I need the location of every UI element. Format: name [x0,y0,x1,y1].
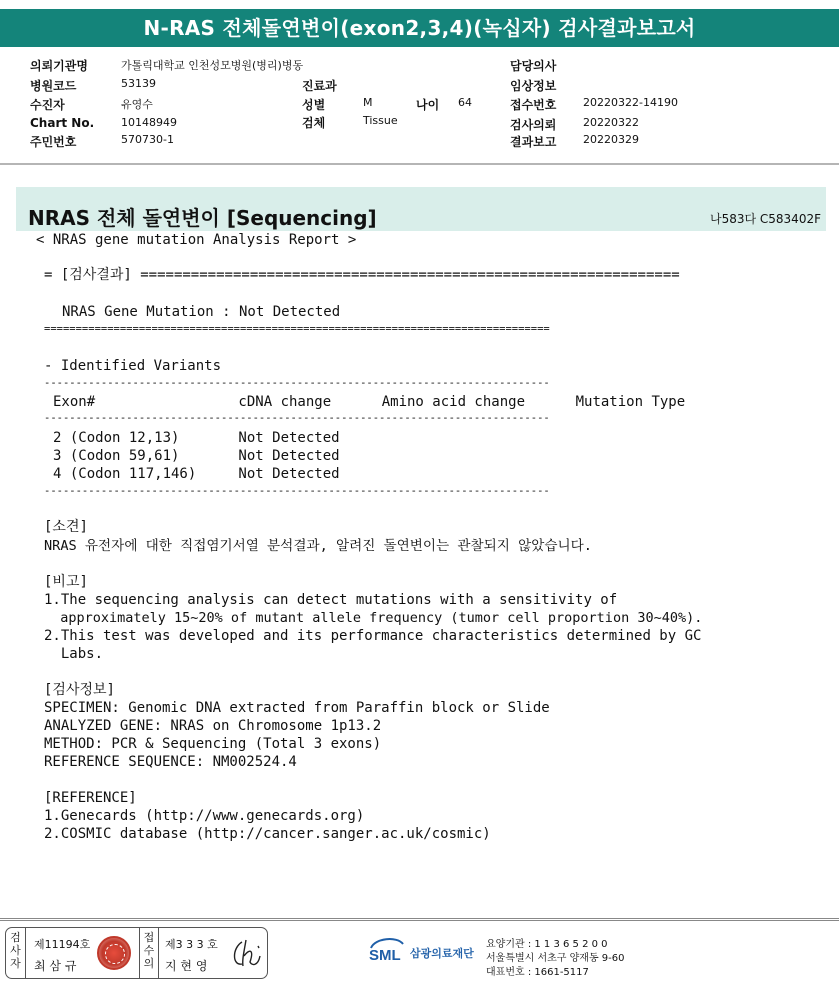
specimen-value: Tissue [363,114,398,127]
reference-heading: [REFERENCE] [44,790,137,806]
signature-icon [228,936,266,972]
hospital-code-value: 53139 [121,77,156,90]
resident-no-value: 570730-1 [121,133,174,146]
signature-box [5,927,268,979]
report-title: N-RAS 전체돌연변이(exon2,3,4)(녹십자) 검사결과보고서 [0,9,839,47]
note-line: 2.This test was developed and its performance characteristics determined by GC [44,628,702,644]
table-header-rule: -------------------------------------------------------------------------------- [44,412,550,424]
reference-line: 1.Genecards (http://www.genecards.org) [44,808,365,824]
report-date-value: 20220329 [583,133,639,146]
organization-name: 삼광의료재단 [410,947,474,960]
result-header-rule: = [검사결과] ================================================================ [44,267,680,283]
svg-text:SML: SML [369,947,401,964]
hospital-code-label: 병원코드 [30,79,77,93]
receipt-no-label: 접수번호 [510,98,557,112]
sex-value: M [363,96,373,109]
dept-label: 진료과 [302,79,337,93]
opinion-heading: [소견] [44,519,88,535]
institution-label: 의뢰기관명 [30,59,88,73]
age-value: 64 [458,96,472,109]
seal-stamp-icon [97,936,131,970]
receipt-no-value: 20220322-14190 [583,96,678,109]
test-code: 나583다 C583402F [710,212,821,226]
reviewer-name: 지 현 영 [165,959,208,973]
request-date-label: 검사의뢰 [510,118,557,132]
footer [0,918,839,988]
reviewer-license-no: 제3 3 3 호 [165,938,218,951]
sex-label: 성별 [302,98,326,112]
test-info-line: SPECIMEN: Genomic DNA extracted from Paraffin block or Slide [44,700,550,716]
examinee-label: 수진자 [30,98,65,112]
table-row: 2 (Codon 12,13) Not Detected [53,430,340,446]
resident-no-label: 주민번호 [30,135,77,149]
chart-no-value: 10148949 [121,116,177,129]
test-info-line: METHOD: PCR & Sequencing (Total 3 exons) [44,736,382,752]
chart-no-label: Chart No. [30,116,95,130]
notes-heading: [비고] [44,574,88,590]
double-rule: ================================================================================ [44,323,550,335]
inspector-label: 검사자 [6,928,26,979]
age-label: 나이 [416,98,440,112]
inspector-name: 최 삼 규 [34,959,77,973]
opinion-text: NRAS 유전자에 대한 직접염기서열 분석결과, 알려진 돌연변이는 관찰되지 않았습니다. [44,538,592,554]
reviewer-label: 접수의 [139,928,159,979]
test-info-line: ANALYZED GENE: NRAS on Chromosome 1p13.2 [44,718,382,734]
examinee-value: 유영수 [121,98,153,111]
table-row: 3 (Codon 59,61) Not Detected [53,448,340,464]
institution-value: 가톨릭대학교 인천성모병원(병리)병동 [121,59,304,72]
table-row: 4 (Codon 117,146) Not Detected [53,466,340,482]
phone-number: 대표번호 : 1661-5117 [486,967,589,978]
table-top-rule: -------------------------------------------------------------------------------- [44,377,550,389]
result-summary: NRAS Gene Mutation : Not Detected [62,304,341,320]
doctor-label: 담당의사 [510,59,557,73]
inspector-license-no: 제11194호 [34,938,91,951]
section-title: NRAS 전체 돌연변이 [Sequencing] [28,206,377,230]
address: 서울특별시 서초구 양재동 9-60 [486,953,625,964]
institution-code: 요양기관 : 1 1 3 6 5 2 0 0 [486,939,608,950]
note-line: Labs. [44,646,104,662]
test-info-line: REFERENCE SEQUENCE: NM002524.4 [44,754,297,770]
note-line: 1.The sequencing analysis can detect mutations with a sensitivity of [44,592,618,608]
request-date-value: 20220322 [583,116,639,129]
report-subtitle: < NRAS gene mutation Analysis Report > [36,232,357,248]
reference-line: 2.COSMIC database (http://cancer.sanger.ac.uk/cosmic) [44,826,491,842]
sml-logo-icon [367,936,407,966]
test-info-heading: [검사정보] [44,682,115,698]
clinical-info-label: 임상정보 [510,79,557,93]
variants-table-header: Exon# cDNA change Amino acid change Mutation Type [53,394,686,410]
note-line: approximately 15~20% of mutant allele frequency (tumor cell proportion 30~40%). [44,610,703,626]
patient-info-panel [0,50,839,165]
specimen-label: 검체 [302,116,326,130]
table-bottom-rule: -------------------------------------------------------------------------------- [44,485,550,497]
variants-heading: - Identified Variants [44,358,222,374]
report-date-label: 결과보고 [510,135,557,149]
